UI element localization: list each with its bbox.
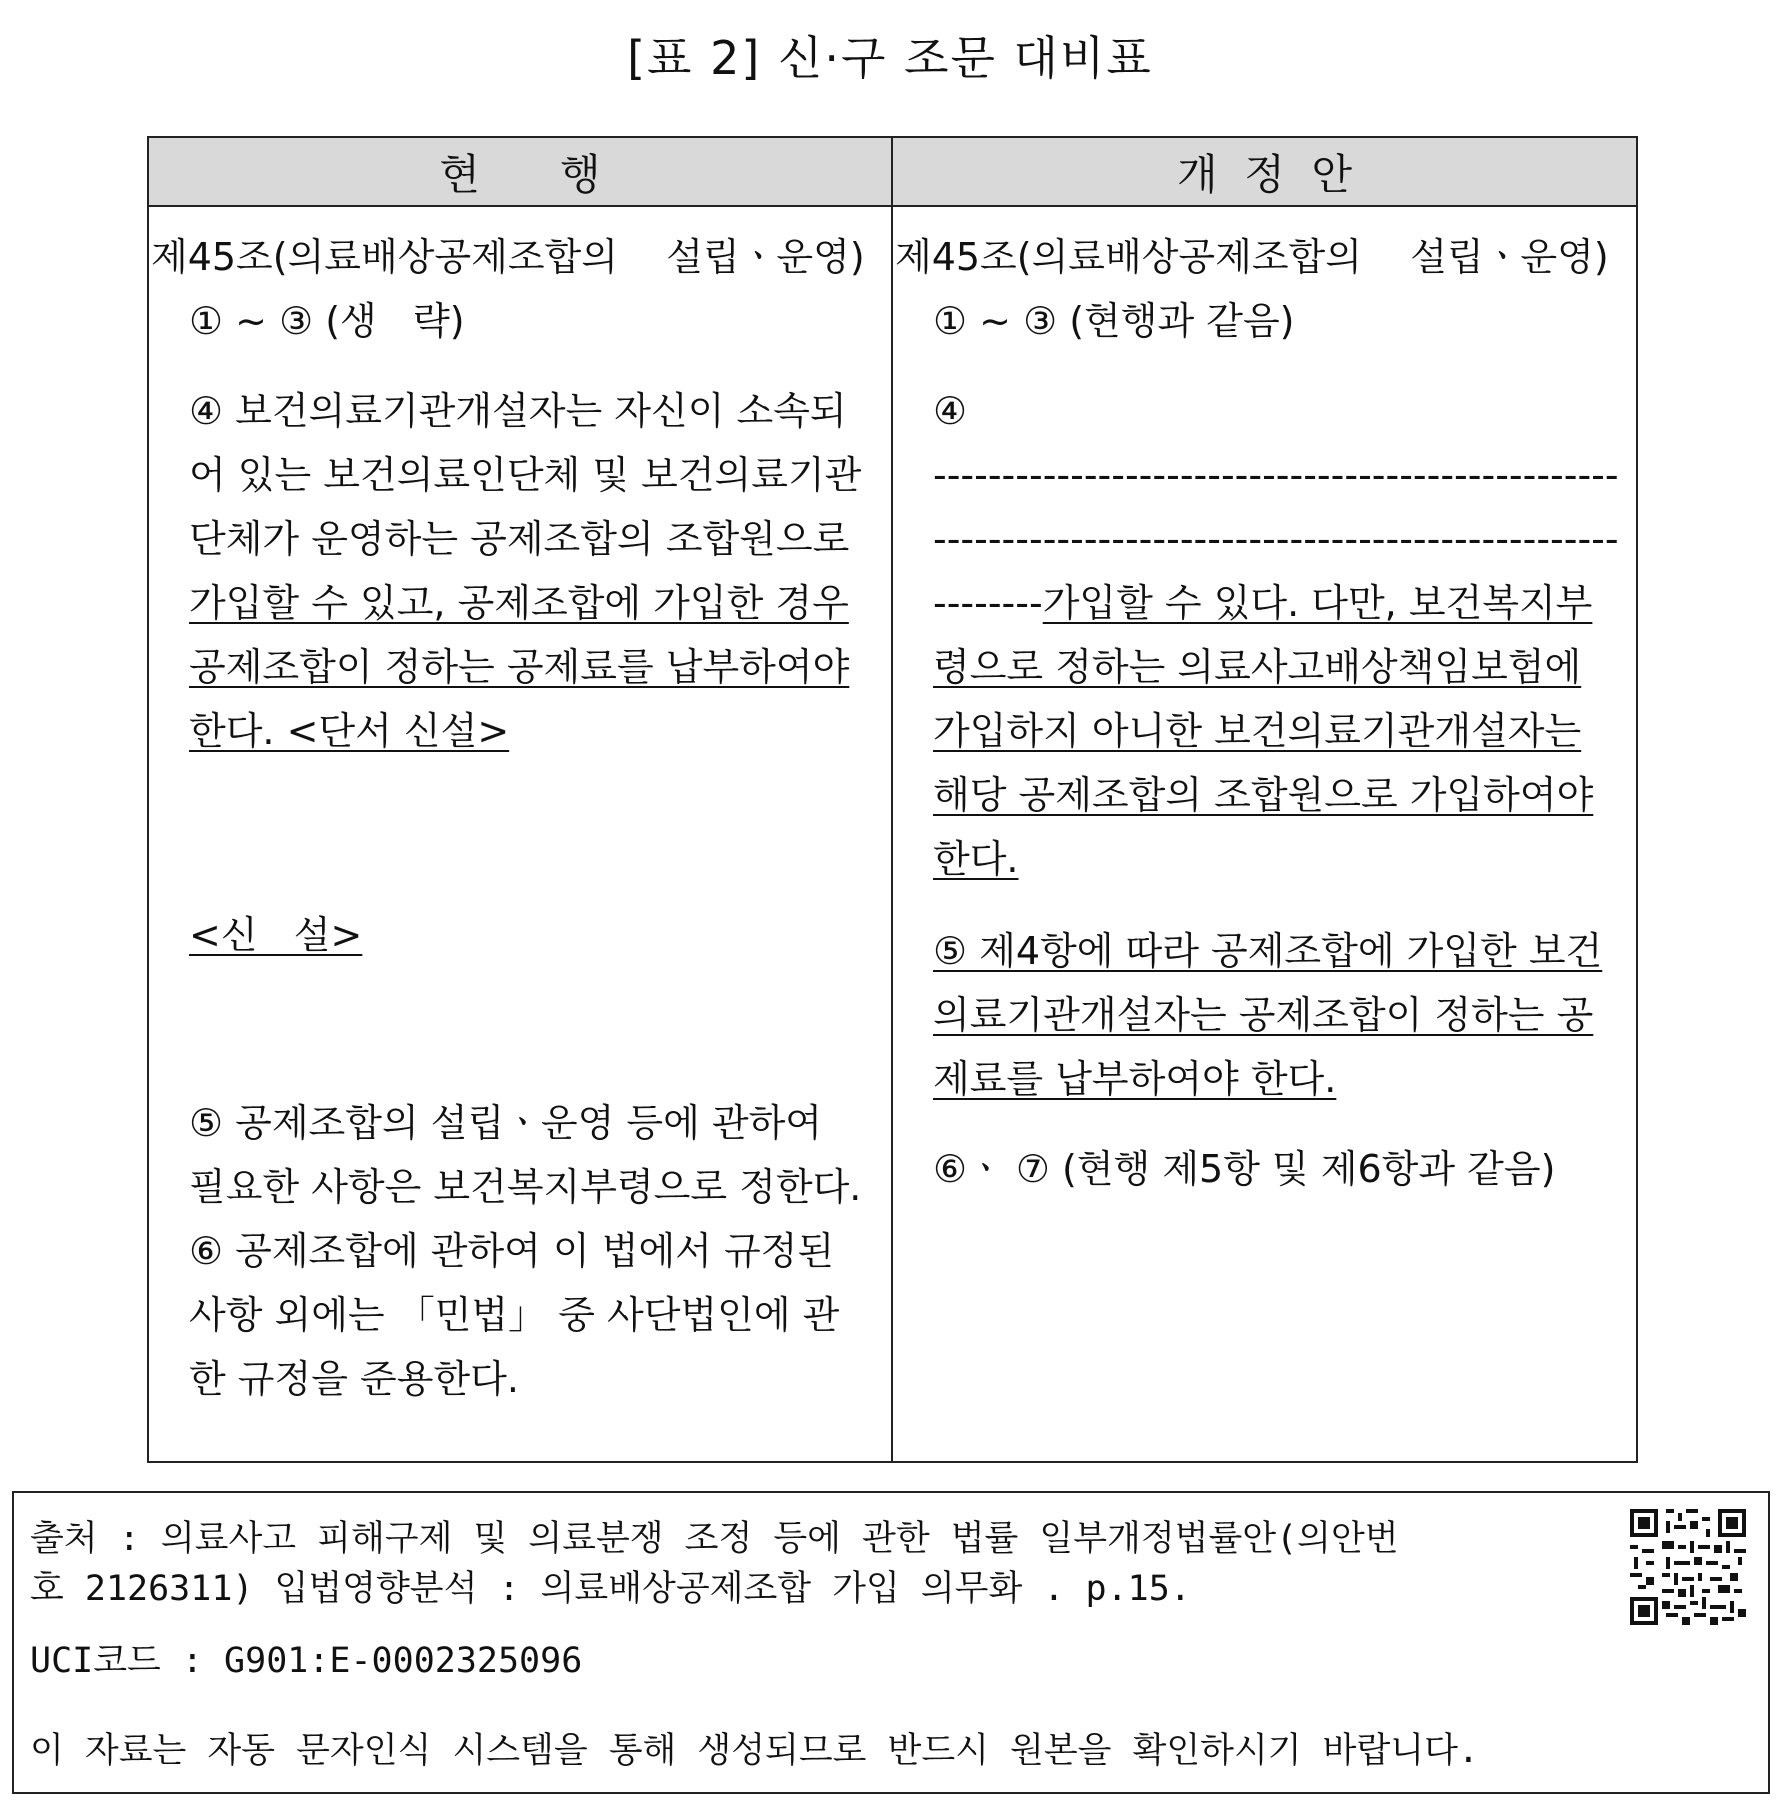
proposed-item-5-line: 의료기관개설자는 공제조합이 정하는 공 (933, 993, 1594, 1037)
proposed-item-4-line: 령으로 정하는 의료사고배상책임보험에 (933, 645, 1582, 689)
current-column (148, 206, 892, 1462)
proposed-item-4-line: 가입하지 아니한 보건의료기관개설자는 (933, 709, 1582, 753)
header-proposed (892, 137, 1637, 206)
proposed-item-1-3: ① ~ ③ (현행과 같음) (933, 299, 1295, 343)
current-item-4-line: 단체가 운영하는 공제조합의 조합원으로 (189, 517, 850, 561)
proposed-dash-line: -------------------------------------------------- (933, 517, 1619, 561)
uci-code: UCI코드 : G901:E-0002325096 (30, 1641, 583, 1681)
ocr-notice: 이 자료는 자동 문자인식 시스템을 통해 생성되므로 반드시 원본을 확인하시기 바랍니다. (30, 1731, 1479, 1771)
current-item-4-line: 어 있는 보건의료인단체 및 보건의료기관 (189, 453, 862, 497)
current-new-marker: <신 설> (189, 913, 363, 957)
proposed-dash-line: -------------------------------------------------- (933, 453, 1619, 497)
current-item-5-line: 필요한 사항은 보건복지부령으로 정한다. (189, 1165, 862, 1209)
current-heading: 제45조(의료배상공제조합의 설립ㆍ운영) (151, 235, 865, 279)
proposed-item-5-line: 제료를 납부하여야 한다. (933, 1057, 1337, 1101)
proposed-item-4-marker: ④ (933, 389, 968, 433)
current-item-6-line: ⑥ 공제조합에 관하여 이 법에서 규정된 (189, 1229, 835, 1273)
proposed-item-5-line: ⑤ 제4항에 따라 공제조합에 가입한 보건 (933, 929, 1603, 973)
source-line-1: 출처 : 의료사고 피해구제 및 의료분쟁 조정 등에 관한 법률 일부개정법률안(의안번 (30, 1519, 1399, 1559)
proposed-item-4-line: 해당 공제조합의 조합원으로 가입하여야 (933, 773, 1594, 817)
source-box (12, 1491, 1770, 1794)
proposed-item-4-line: 가입할 수 있다. 다만, 보건복지부 (1042, 581, 1593, 625)
page-title: [표 2] 신·구 조문 대비표 (627, 31, 1153, 85)
proposed-dash-prefix: -------- (933, 581, 1043, 625)
header-current (148, 137, 892, 206)
source-line-2: 호 2126311) 입법영향분석 : 의료배상공제조합 가입 의무화 . p.15. (30, 1569, 1191, 1609)
current-item-4-line: 가입할 수 있고, 공제조합에 가입한 경우 (189, 581, 849, 625)
header-current-label: 현 행 (439, 149, 601, 199)
current-item-6-line: 한 규정을 준용한다. (189, 1357, 519, 1401)
comparison-table (147, 136, 1638, 1463)
current-item-4-line: 공제조합이 정하는 공제료를 납부하여야 (189, 645, 850, 689)
current-item-4-line: 한다. <단서 신설> (189, 709, 510, 753)
proposed-item-4-line: 한다. (933, 837, 1019, 881)
current-item-4-line: ④ 보건의료기관개설자는 자신이 소속되 (189, 389, 847, 433)
proposed-column (892, 206, 1637, 1462)
current-item-5-line: ⑤ 공제조합의 설립ㆍ운영 등에 관하여 (189, 1101, 823, 1145)
current-item-1-3: ① ~ ③ (생 략) (189, 299, 465, 343)
header-proposed-label: 개 정 안 (1176, 149, 1353, 199)
current-item-6-line: 사항 외에는 「민법」 중 사단법인에 관 (189, 1293, 840, 1337)
qr-code-icon (1630, 1509, 1746, 1625)
proposed-heading: 제45조(의료배상공제조합의 설립ㆍ운영) (895, 235, 1609, 279)
proposed-item-6-7: ⑥ㆍ ⑦ (현행 제5항 및 제6항과 같음) (933, 1147, 1556, 1191)
